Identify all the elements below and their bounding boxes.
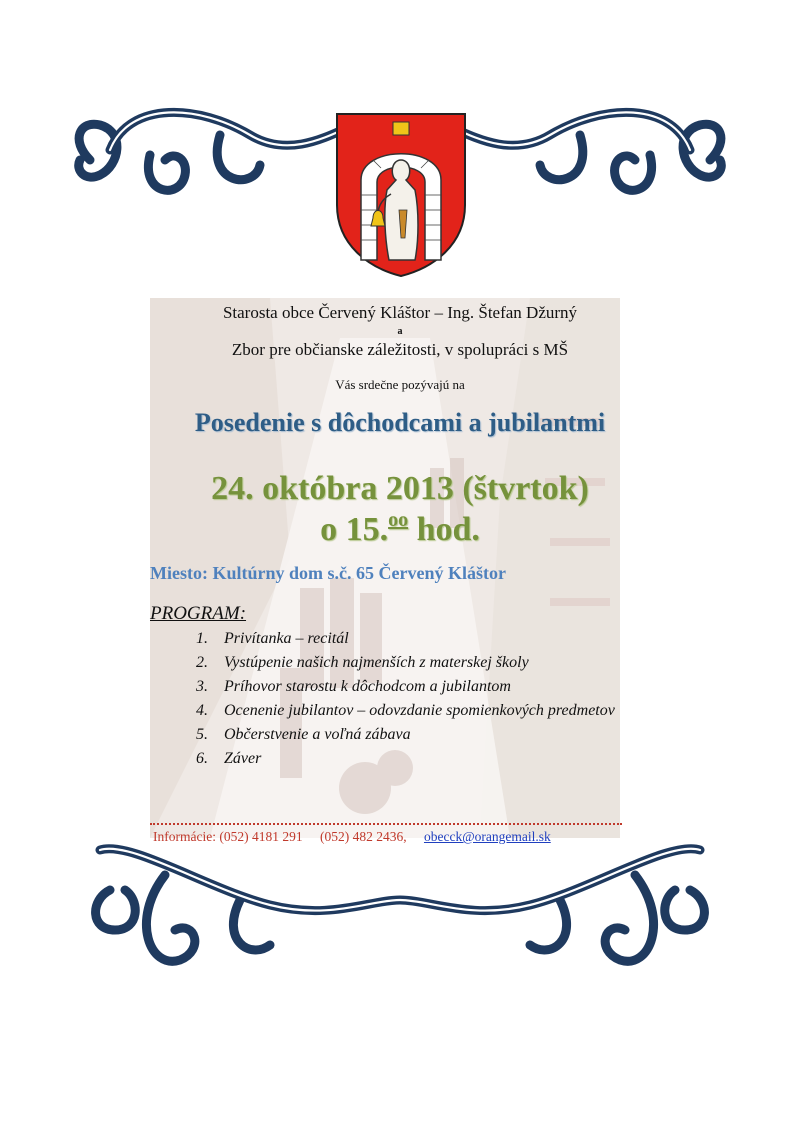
event-time-prefix: o 15. — [320, 511, 389, 548]
program-item-number: 4. — [196, 702, 208, 719]
program-item-text: Záver — [224, 750, 262, 767]
organizer-line: Starosta obce Červený Kláštor – Ing. Štefan Džurný — [222, 303, 578, 322]
program-item-text: Občerstvenie a voľná zábava — [224, 726, 411, 743]
organizer-line-2: Zbor pre občianske záležitosti, v spolupráci s MŠ — [231, 340, 569, 359]
event-time-minutes: oo — [388, 509, 409, 531]
event-title: Posedenie s dôchodcami a jubilantmi — [194, 408, 606, 437]
event-date: 24. októbra 2013 (štvrtok) — [211, 470, 589, 507]
program-item — [196, 651, 626, 675]
contact-email-link[interactable]: obecck@orangemail.sk — [423, 829, 551, 844]
venue-line: Miesto: Kultúrny dom s.č. 65 Červený Kláštor — [150, 563, 506, 583]
program-item-number: 6. — [196, 750, 208, 767]
invite-text: Vás srdečne pozývajú na — [335, 377, 465, 392]
event-time-suffix: hod. — [408, 511, 480, 548]
program-item — [196, 627, 626, 651]
program-item-number: 5. — [196, 726, 208, 743]
program-item — [196, 699, 626, 723]
ribbon-ornament-bottom — [70, 820, 730, 980]
coat-of-arms-icon — [333, 110, 469, 280]
program-item-text: Vystúpenie našich najmenších z materskej školy — [224, 654, 529, 671]
conjunction-text: a — [397, 326, 403, 337]
program-item-text: Ocenenie jubilantov – odovzdanie spomienkových predmetov — [224, 702, 615, 719]
contact-phone-1: Informácie: (052) 4181 291 — [153, 829, 303, 844]
program-list — [196, 627, 626, 771]
program-item-text: Príhovor starostu k dôchodcom a jubilantom — [224, 678, 511, 695]
program-item — [196, 747, 626, 771]
contact-phone-2: (052) 482 2436, — [319, 829, 407, 844]
program-item-number: 3. — [196, 678, 208, 695]
event-time — [150, 509, 650, 549]
program-item-text: Privítanka – recitál — [224, 630, 349, 647]
program-item-number: 2. — [196, 654, 208, 671]
program-heading: PROGRAM: — [150, 603, 247, 624]
program-item — [196, 723, 626, 747]
program-item-number: 1. — [196, 630, 208, 647]
program-item — [196, 675, 626, 699]
